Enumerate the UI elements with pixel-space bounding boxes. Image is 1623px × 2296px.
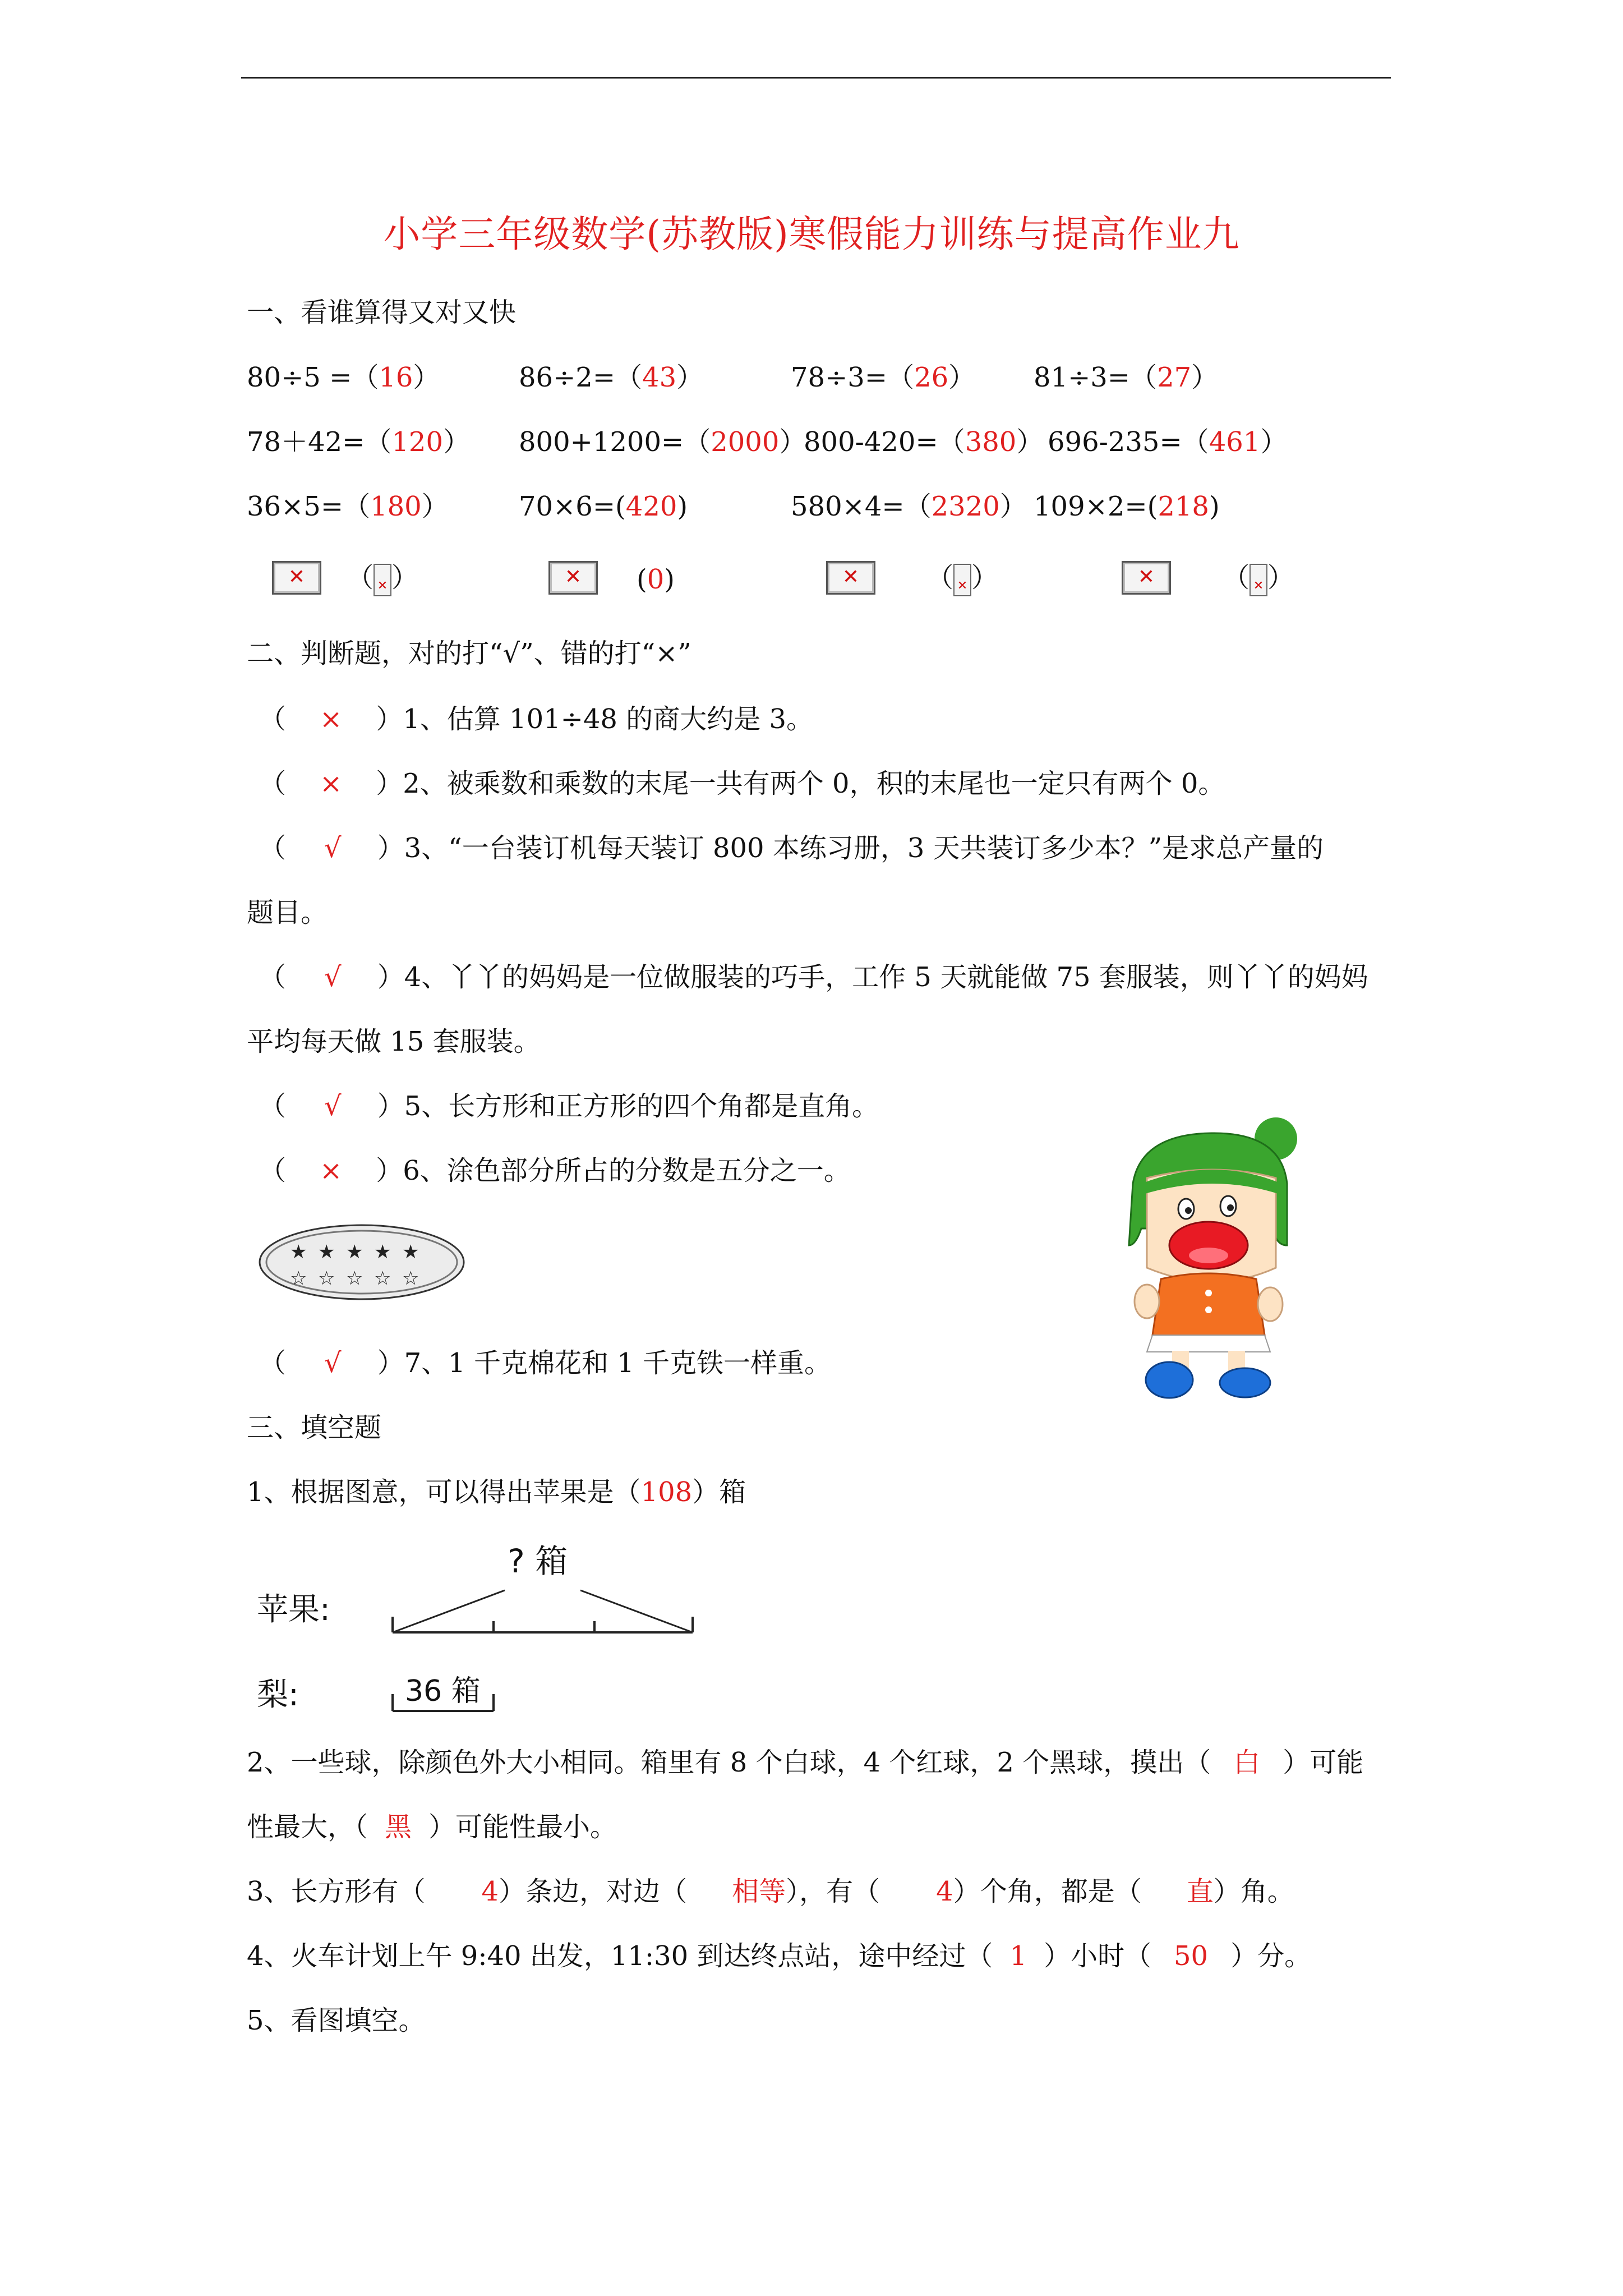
judge-item-7: （ √ ）7、1 千克棉花和 1 千克铁一样重。 <box>259 1347 832 1379</box>
judge-item-1: （ × ）1、估算 101÷48 的商大约是 3。 <box>259 703 814 735</box>
calc-item: （ ✕ ） <box>347 561 418 596</box>
star-oval-figure <box>255 1220 468 1304</box>
pear-label: 梨: <box>257 1677 299 1713</box>
fill-q1: 1、根据图意，可以得出苹果是（108）箱 <box>247 1476 746 1508</box>
fill-q2: 2、一些球，除颜色外大小相同。箱里有 8 个白球，4 个红球，2 个黑球，摸出（ 白 ）可能 <box>247 1747 1364 1778</box>
judge-item-4: （ √ ）4、丫丫的妈妈是一位做服装的巧手，工作 5 天就能做 75 套服装，则丫丫的妈妈 <box>259 961 1368 993</box>
svg-text:★: ★ <box>374 1241 391 1263</box>
broken-image-icon: ✕ <box>826 561 875 595</box>
svg-text:☆: ☆ <box>346 1267 363 1290</box>
calc-item: 70×6=(420) <box>519 491 688 522</box>
judge-item-2: （ × ）2、被乘数和乘数的末尾一共有两个 0，积的末尾也一定只有两个 0。 <box>259 768 1225 799</box>
judge-item-6: （ × ）6、涂色部分所占的分数是五分之一。 <box>259 1155 851 1186</box>
calc-item: 800+1200=（2000） <box>519 426 806 458</box>
broken-image-icon: ✕ <box>272 561 321 595</box>
broken-image-icon: ✕ <box>1122 561 1171 595</box>
fill-q2-cont: 性最大，（ 黑 ）可能性最小。 <box>247 1811 617 1843</box>
svg-text:☆: ☆ <box>402 1267 419 1290</box>
svg-text:★: ★ <box>290 1241 307 1263</box>
calc-item: 78÷3=（26） <box>791 362 976 393</box>
calc-item: 36×5=（180） <box>247 491 449 522</box>
judge-item-5: （ √ ）5、长方形和正方形的四个角都是直角。 <box>259 1091 879 1122</box>
apple-segment-diagram <box>387 1582 701 1644</box>
apple-label: 苹果: <box>257 1591 330 1628</box>
svg-text:★: ★ <box>402 1241 419 1263</box>
page-title: 小学三年级数学(苏教版)寒假能力训练与提高作业九 <box>383 213 1240 256</box>
fill-q3: 3、长方形有（ 4）条边，对边（ 相等），有（ 4）个角，都是（ 直）角。 <box>247 1876 1294 1907</box>
svg-text:★: ★ <box>346 1241 363 1263</box>
section1-heading: 一、看谁算得又对又快 <box>247 297 517 328</box>
calc-item: 109×2=(218) <box>1034 491 1220 522</box>
header-rule <box>241 77 1391 79</box>
judge-item-4-cont: 平均每天做 15 套服装。 <box>247 1026 541 1057</box>
judge-item-3: （ √ ）3、“一台装订机每天装订 800 本练习册，3 天共装订多少本？”是求总产量的 <box>259 832 1324 864</box>
calc-item: 86÷2=（43） <box>519 362 704 393</box>
calc-item: 78＋42=（120） <box>247 426 471 458</box>
broken-image-icon: ✕ <box>548 561 598 595</box>
fill-q4: 4、火车计划上午 9:40 出发，11:30 到达终点站，途中经过（ 1 ）小时（ 50 ）分。 <box>247 1940 1312 1972</box>
broken-image-icon: ✕ <box>1249 564 1267 596</box>
calc-item: （ ✕ ） <box>1223 561 1294 596</box>
calc-item: 580×4=（2320） <box>791 491 1027 522</box>
broken-image-icon: ✕ <box>953 564 971 596</box>
calc-item: （ ✕ ） <box>926 561 998 596</box>
svg-text:☆: ☆ <box>374 1267 391 1290</box>
svg-text:☆: ☆ <box>290 1267 307 1290</box>
fill-q5: 5、看图填空。 <box>247 2005 426 2036</box>
calc-item: 800-420=（380） <box>804 426 1044 458</box>
calc-item: (0) <box>637 564 675 595</box>
apple-question-label: ? 箱 <box>508 1542 568 1580</box>
cartoon-girl-illustration <box>1108 1116 1321 1408</box>
svg-text:☆: ☆ <box>318 1267 335 1290</box>
calc-item: 81÷3=（27） <box>1034 362 1219 393</box>
judge-item-3-cont: 题目。 <box>247 897 328 928</box>
section2-heading: 二、判断题，对的打“√”、错的打“×” <box>247 638 691 669</box>
calc-item: 696-235=（461） <box>1048 426 1288 458</box>
pear-value-label: 36 箱 <box>405 1674 481 1708</box>
section3-heading: 三、填空题 <box>247 1412 382 1443</box>
broken-image-icon: ✕ <box>374 564 391 596</box>
svg-text:★: ★ <box>318 1241 335 1263</box>
calc-item: 80÷5 =（16） <box>247 362 440 393</box>
